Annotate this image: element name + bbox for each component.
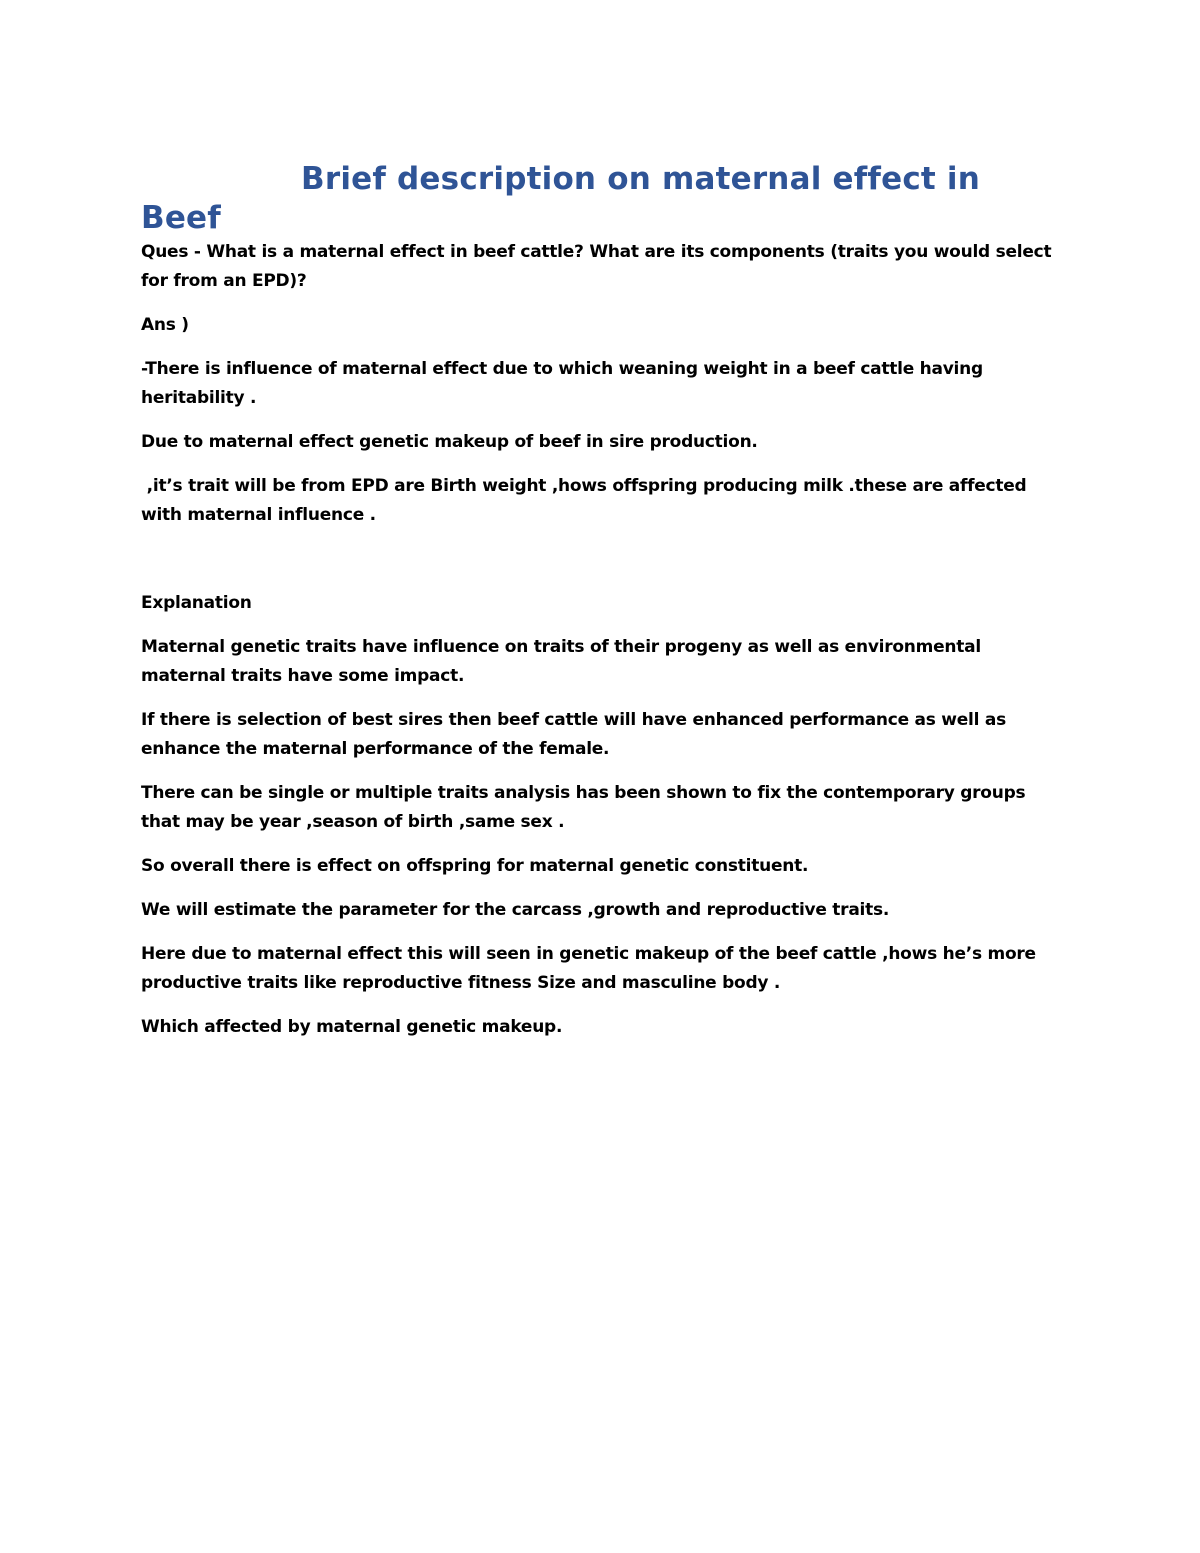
explanation-paragraph: Here due to maternal effect this will seen in genetic makeup of the beef cattle ,hows he’s more productive traits like reproductive fitness Size and masculine body .: [141, 944, 1036, 993]
explanation-paragraph: Maternal genetic traits have influence on traits of their progeny as well as environmental maternal traits have some impact.: [141, 637, 981, 686]
explanation-paragraph: There can be single or multiple traits analysis has been shown to fix the contemporary groups that may be year ,season of birth ,same sex .: [141, 783, 1026, 832]
answer-label: Ans ): [141, 315, 189, 335]
document-title: Brief description on maternal effect in Beef: [141, 161, 981, 236]
explanation-paragraph: Which affected by maternal genetic makeup.: [141, 1017, 563, 1037]
blank-line: [141, 545, 1061, 589]
explanation-label: Explanation: [141, 593, 252, 613]
question-text: Ques - What is a maternal effect in beef cattle? What are its components (traits you would select for from an EPD)?: [141, 242, 1052, 291]
explanation-paragraph: So overall there is effect on offspring for maternal genetic constituent.: [141, 856, 809, 876]
explanation-paragraph: We will estimate the parameter for the carcass ,growth and reproductive traits.: [141, 900, 890, 920]
answer-paragraph: -There is influence of maternal effect due to which weaning weight in a beef cattle having heritability .: [141, 359, 983, 408]
document-body: [141, 160, 1061, 1057]
explanation-paragraph: If there is selection of best sires then beef cattle will have enhanced performance as well as enhance the maternal performance of the female.: [141, 710, 1006, 759]
answer-paragraph: ,it’s trait will be from EPD are Birth weight ,hows offspring producing milk .these are affected with maternal influence .: [141, 476, 1033, 525]
answer-paragraph: Due to maternal effect genetic makeup of beef in sire production.: [141, 432, 758, 452]
